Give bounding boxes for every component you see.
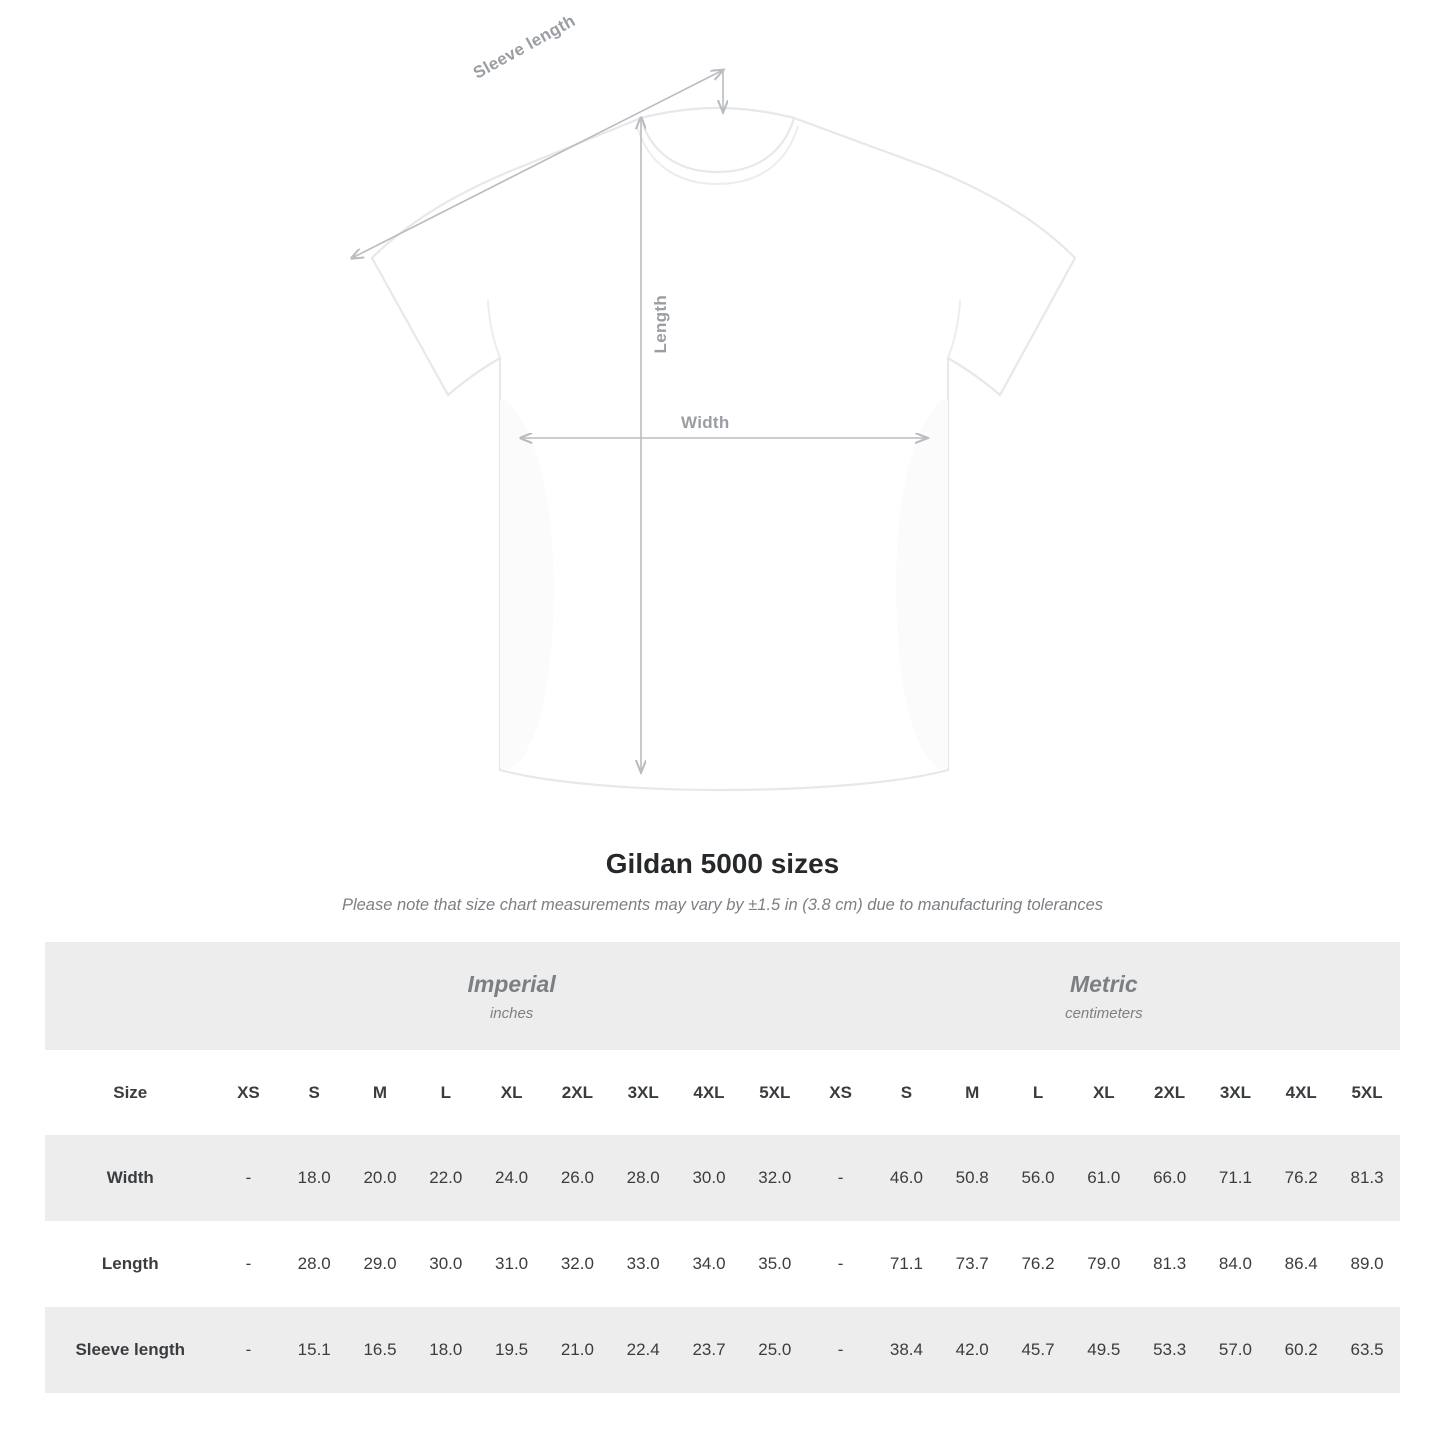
table-row <box>45 1307 1400 1393</box>
unit-header-spacer <box>45 942 216 1050</box>
tshirt-shape <box>372 108 1075 790</box>
header-imperial-s: S <box>281 1050 347 1135</box>
sleeve-metric-5xl: 63.5 <box>1334 1307 1400 1393</box>
sleeve-imperial-3xl: 22.4 <box>610 1307 676 1393</box>
sleeve-metric-l: 45.7 <box>1005 1307 1071 1393</box>
length-metric-5xl: 89.0 <box>1334 1221 1400 1307</box>
width-imperial-m: 20.0 <box>347 1135 413 1221</box>
tolerance-note: Please note that size chart measurements may vary by ±1.5 in (3.8 cm) due to manufacturing tolerances <box>341 896 1104 914</box>
width-imperial-4xl: 30.0 <box>676 1135 742 1221</box>
length-imperial-2xl: 32.0 <box>545 1221 611 1307</box>
header-metric-s: S <box>874 1050 940 1135</box>
header-metric-l: L <box>1005 1050 1071 1135</box>
row-label-width: Width <box>45 1135 216 1221</box>
page-title: Gildan 5000 sizes <box>605 848 840 879</box>
size-chart-table <box>45 942 1400 1393</box>
unit-sub-imperial: inches <box>489 1004 534 1022</box>
length-imperial-xl: 31.0 <box>479 1221 545 1307</box>
sleeve-length-label: Sleeve length <box>470 10 579 83</box>
sleeve-metric-xl: 49.5 <box>1071 1307 1137 1393</box>
size-header-row <box>45 1050 1400 1135</box>
width-metric-4xl: 76.2 <box>1268 1135 1334 1221</box>
width-imperial-xs: - <box>216 1135 282 1221</box>
length-metric-4xl: 86.4 <box>1268 1221 1334 1307</box>
header-imperial-xl: XL <box>479 1050 545 1135</box>
width-metric-l: 56.0 <box>1005 1135 1071 1221</box>
header-imperial-l: L <box>413 1050 479 1135</box>
width-imperial-5xl: 32.0 <box>742 1135 808 1221</box>
length-imperial-s: 28.0 <box>281 1221 347 1307</box>
header-imperial-xs: XS <box>216 1050 282 1135</box>
header-metric-xl: XL <box>1071 1050 1137 1135</box>
unit-group-imperial <box>216 942 808 1050</box>
sleeve-metric-m: 42.0 <box>939 1307 1005 1393</box>
length-imperial-xs: - <box>216 1221 282 1307</box>
sleeve-imperial-l: 18.0 <box>413 1307 479 1393</box>
sleeve-imperial-2xl: 21.0 <box>545 1307 611 1393</box>
width-metric-5xl: 81.3 <box>1334 1135 1400 1221</box>
length-metric-2xl: 81.3 <box>1137 1221 1203 1307</box>
sleeve-imperial-4xl: 23.7 <box>676 1307 742 1393</box>
header-size-label: Size <box>45 1050 216 1135</box>
row-label-sleeve-length: Sleeve length <box>45 1307 216 1393</box>
unit-header-row <box>45 942 1400 1050</box>
width-imperial-s: 18.0 <box>281 1135 347 1221</box>
length-metric-xs: - <box>808 1221 874 1307</box>
length-label: Length <box>651 295 670 354</box>
width-metric-2xl: 66.0 <box>1137 1135 1203 1221</box>
width-metric-xs: - <box>808 1135 874 1221</box>
sleeve-metric-4xl: 60.2 <box>1268 1307 1334 1393</box>
length-metric-3xl: 84.0 <box>1203 1221 1269 1307</box>
length-imperial-3xl: 33.0 <box>610 1221 676 1307</box>
width-imperial-3xl: 28.0 <box>610 1135 676 1221</box>
width-imperial-2xl: 26.0 <box>545 1135 611 1221</box>
table-row <box>45 1135 1400 1221</box>
length-imperial-m: 29.0 <box>347 1221 413 1307</box>
length-metric-m: 73.7 <box>939 1221 1005 1307</box>
header-metric-xs: XS <box>808 1050 874 1135</box>
sleeve-imperial-5xl: 25.0 <box>742 1307 808 1393</box>
sleeve-metric-3xl: 57.0 <box>1203 1307 1269 1393</box>
size-table-wrap <box>45 942 1400 1393</box>
length-metric-s: 71.1 <box>874 1221 940 1307</box>
header-metric-m: M <box>939 1050 1005 1135</box>
header-imperial-m: M <box>347 1050 413 1135</box>
sleeve-imperial-xl: 19.5 <box>479 1307 545 1393</box>
unit-name-imperial: Imperial <box>467 971 556 998</box>
width-label: Width <box>681 413 730 432</box>
width-imperial-l: 22.0 <box>413 1135 479 1221</box>
header-metric-3xl: 3XL <box>1203 1050 1269 1135</box>
width-metric-s: 46.0 <box>874 1135 940 1221</box>
header-imperial-4xl: 4XL <box>676 1050 742 1135</box>
length-imperial-4xl: 34.0 <box>676 1221 742 1307</box>
length-metric-xl: 79.0 <box>1071 1221 1137 1307</box>
header-metric-4xl: 4XL <box>1268 1050 1334 1135</box>
sleeve-imperial-s: 15.1 <box>281 1307 347 1393</box>
width-metric-3xl: 71.1 <box>1203 1135 1269 1221</box>
width-metric-m: 50.8 <box>939 1135 1005 1221</box>
unit-group-metric <box>808 942 1400 1050</box>
width-imperial-xl: 24.0 <box>479 1135 545 1221</box>
row-label-length: Length <box>45 1221 216 1307</box>
header-imperial-3xl: 3XL <box>610 1050 676 1135</box>
width-metric-xl: 61.0 <box>1071 1135 1137 1221</box>
header-metric-5xl: 5XL <box>1334 1050 1400 1135</box>
unit-name-metric: Metric <box>1069 971 1138 998</box>
header-metric-2xl: 2XL <box>1137 1050 1203 1135</box>
sleeve-imperial-xs: - <box>216 1307 282 1393</box>
sleeve-metric-xs: - <box>808 1307 874 1393</box>
length-imperial-l: 30.0 <box>413 1221 479 1307</box>
sleeve-metric-2xl: 53.3 <box>1137 1307 1203 1393</box>
sleeve-metric-s: 38.4 <box>874 1307 940 1393</box>
header-imperial-2xl: 2XL <box>545 1050 611 1135</box>
table-row <box>45 1221 1400 1307</box>
title-block <box>0 848 1445 915</box>
unit-sub-metric: centimeters <box>1065 1004 1143 1022</box>
length-metric-l: 76.2 <box>1005 1221 1071 1307</box>
sleeve-imperial-m: 16.5 <box>347 1307 413 1393</box>
header-imperial-5xl: 5XL <box>742 1050 808 1135</box>
length-imperial-5xl: 35.0 <box>742 1221 808 1307</box>
